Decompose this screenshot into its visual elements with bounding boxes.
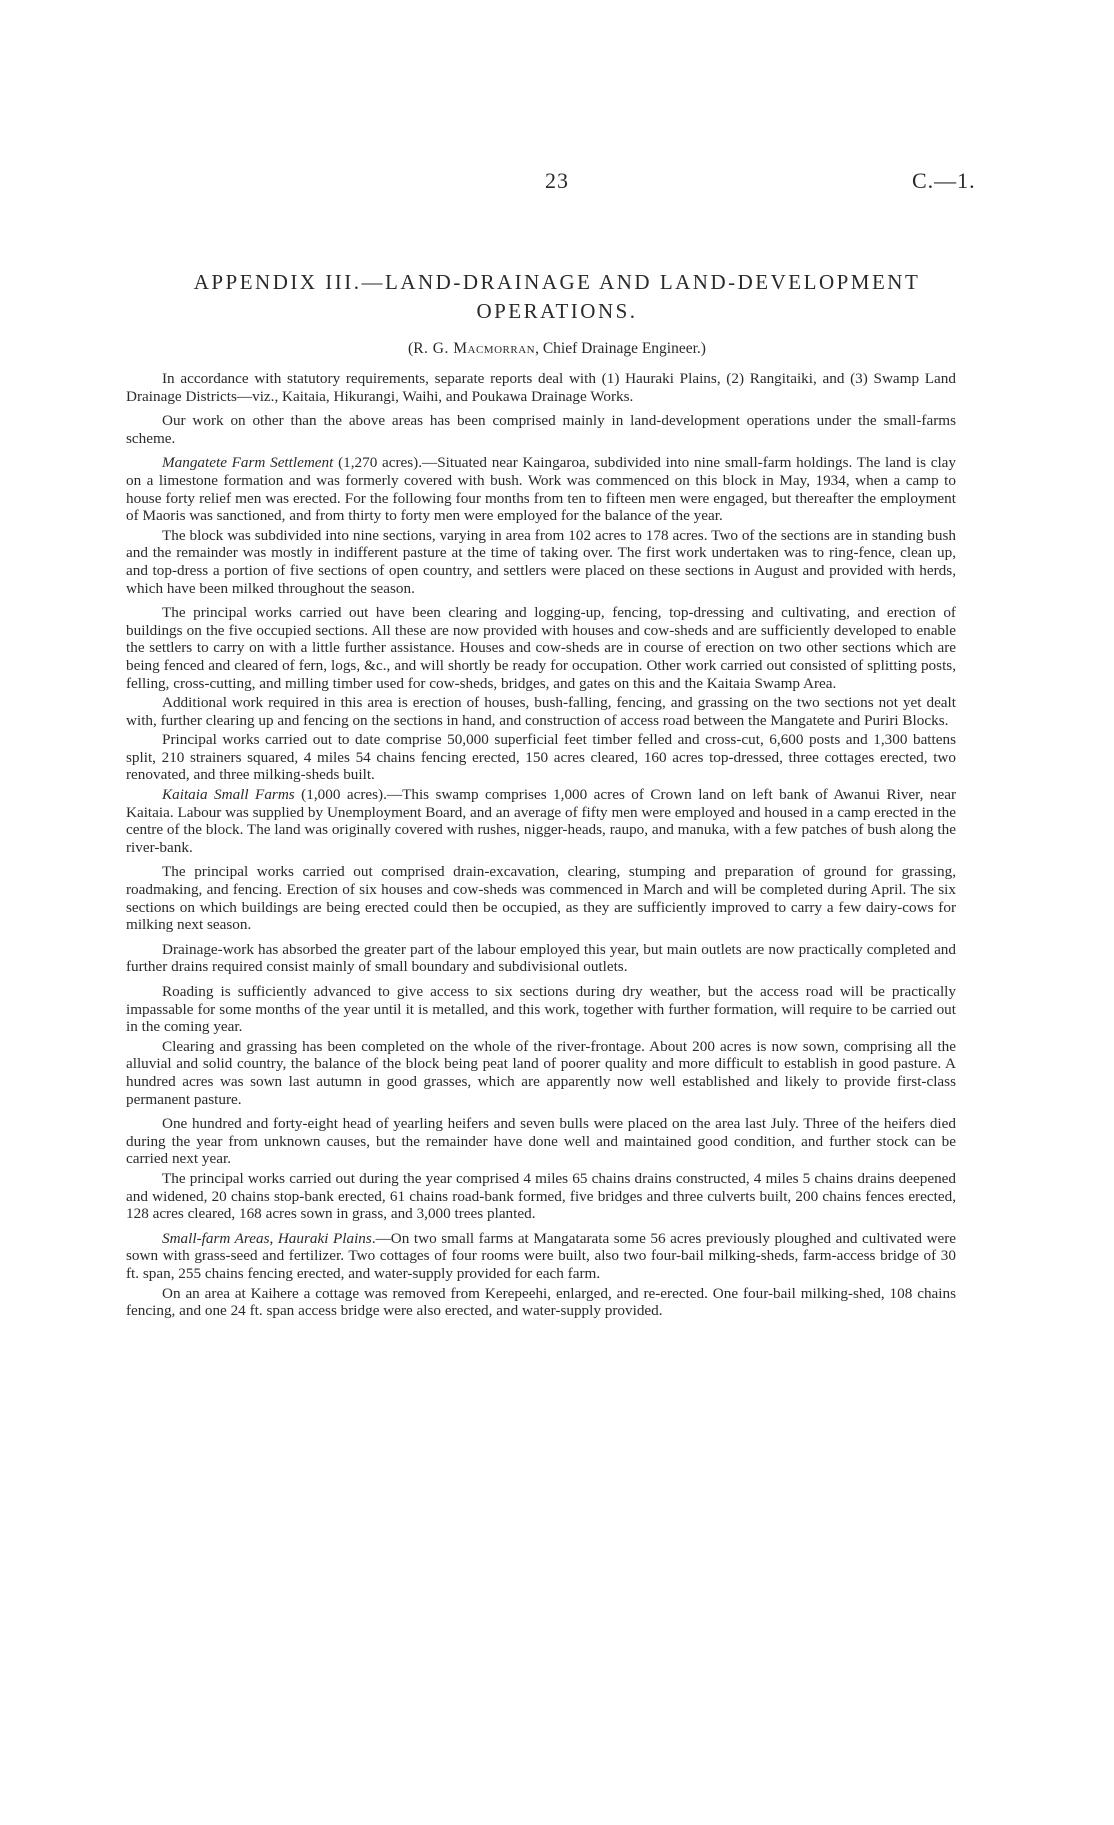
paragraph-text: The principal works carried out during the year comprised 4 miles 65 chains drains constructed, 4 miles 5 chains drains deepened and widened, 20 chains stop-bank erected, 61 chains road-bank formed, five bridges and three culverts built, 200 chains fences erected, 128 acres cleared, 168 acres sown in grass, and 3,000 trees planted. xyxy=(126,1169,956,1223)
paragraph-text: One hundred and forty-eight head of yearling heifers and seven bulls were placed on the area last July. Three of the heifers died during the year from unknown causes, but the remainder have done well and maintained good condition, and further stock can be carried next year. xyxy=(126,1115,956,1168)
report-body xyxy=(126,370,956,1327)
paragraph-text: On an area at Kaihere a cottage was removed from Kerepeehi, enlarged, and re-erected. One four-bail milking-shed, 108 chains fencing, and one 24 ft. span access bridge were also erected, and water-supply provided. xyxy=(126,1284,956,1320)
byline-author: R. G. Macmorran xyxy=(413,340,536,357)
paragraph xyxy=(126,1038,956,1108)
paragraph-text: (1,000 acres).—This swamp comprises 1,000 acres of Crown land on left bank of Awanui River, near Kaitaia. Labour was supplied by Unemployment Board, and an average of fifty men were employed and housed in a camp erected in the centre of the block. The land was originally covered with rushes, nigger-heads, raupo, and manuka, with a few patches of bush along the river-bank. xyxy=(126,786,957,856)
paragraph xyxy=(126,1115,956,1168)
section-heading: Mangatete Farm Settlement xyxy=(162,454,334,472)
paragraph xyxy=(126,731,956,784)
paragraph xyxy=(126,412,956,447)
paragraph xyxy=(126,370,956,405)
paragraph-text: The principal works carried out comprised drain-excavation, clearing, stumping and preparation of ground for grassing, roadmaking, and fencing. Erection of six houses and cow-sheds was commenced in March and will be completed during April. The six sections on which buildings are being erected could then be occupied, as they are sufficiently improved to carry a few dairy-cows for milking next season. xyxy=(126,863,956,934)
paragraph xyxy=(126,1170,956,1223)
paragraph-text: Roading is sufficiently advanced to give access to six sections during dry weather, but the access road will be practically impassable for some months of the year until it is metalled, and this work, together with further formation, will require to be carried out in the coming year. xyxy=(126,983,956,1036)
paragraph xyxy=(126,1285,956,1320)
paragraph xyxy=(126,941,956,976)
paragraph xyxy=(126,983,956,1036)
paragraph xyxy=(126,604,956,692)
section-heading: Small-farm Areas, Hauraki Plains xyxy=(162,1229,372,1247)
paragraph-hauraki xyxy=(126,1230,956,1283)
appendix-title xyxy=(190,268,924,326)
page-number: 23 xyxy=(545,168,569,193)
paragraph-text: Additional work required in this area is erection of houses, bush-falling, fencing, and grassing on the two sections not yet dealt with, further clearing up and fencing on the sections in hand, and construction of access road between the Mangatete and Puriri Blocks. xyxy=(126,694,956,729)
byline-open: ( xyxy=(408,340,414,357)
paragraph xyxy=(126,694,956,729)
byline-role: , Chief Drainage Engineer.) xyxy=(535,340,706,357)
author-byline xyxy=(150,340,964,358)
paragraph xyxy=(126,863,956,933)
paragraph-text: In accordance with statutory requirements, separate reports deal with (1) Hauraki Plains, (2) Rangitaiki, and (3) Swamp Land Drainage Districts—viz., Kaitaia, Hikurangi, Waihi, and Poukawa Drainage Works. xyxy=(126,370,956,405)
paragraph-text: Clearing and grassing has been completed on the whole of the river-frontage. About 200 acres is now sown, comprising all the alluvial and solid country, the balance of the block being peat land of poorer quality and more difficult to establish in good pasture. A hundred acres was sown last autumn in good grasses, which are apparently now well established and likely to provide first-class permanent pasture. xyxy=(126,1037,956,1108)
paragraph-text: .—On two small farms at Mangatarata some 56 acres previously ploughed and cultivated were sown with grass-seed and fertilizer. Two cottages of four rooms were built, also two four-bail milking-sheds, farm-access bridge of 30 ft. span, 255 chains fencing erected, and water-supply provided for each farm. xyxy=(126,1229,956,1282)
paragraph-text: The block was subdivided into nine sections, varying in area from 102 acres to 178 acres. Two of the sections are in standing bush and the remainder was mostly in indifferent pasture at the time of taking over. The first work undertaken was to ring-fence, clean up, and top-dress a portion of five sections of open country, and settlers were placed on these sections in August and provided with herds, which have been milked throughout the season. xyxy=(126,526,956,597)
appendix-title-line-1: APPENDIX III.—LAND-DRAINAGE AND LAND-DEVELOPMENT xyxy=(193,270,921,294)
document-reference: C.—1. xyxy=(912,168,976,193)
section-heading: Kaitaia Small Farms xyxy=(162,786,295,804)
paragraph-text: The principal works carried out have been clearing and logging-up, fencing, top-dressing and cultivating, and erection of buildings on the five occupied sections. All these are now provided with houses and cow-sheds and are sufficiently developed to enable the settlers to carry on with a little further assistance. Houses and cow-sheds are in course of erection on two other sections which are being fenced and cleared of fern, logs, &c., and will shortly be ready for occupation. Other work carried out consisted of splitting posts, felling, cross-cutting, and milling timber used for cow-sheds, bridges, and gates on this and the Kaitaia Swamp Area. xyxy=(126,604,956,692)
paragraph-text: Principal works carried out to date comprise 50,000 superficial feet timber felled and cross-cut, 6,600 posts and 1,300 battens split, 210 strainers squared, 4 miles 54 chains fencing erected, 150 acres cleared, 160 acres top-dressed, three cottages erected, two renovated, and three milking-sheds built. xyxy=(126,731,956,784)
paragraph xyxy=(126,527,956,597)
appendix-title-line-2: OPERATIONS. xyxy=(476,299,638,323)
paragraph-text: (1,270 acres).—Situated near Kaingaroa, subdivided into nine small-farm holdings. The land is clay on a limestone formation and was formerly covered with bush. Work was commenced on this block in May, 1934, when a camp to house forty relief men was erected. For the following four months from ten to fifteen men were engaged, but thereafter the employment of Maoris was sanctioned, and from thirty to forty men were employed for the balance of the year. xyxy=(126,454,956,525)
paragraph-kaitaia xyxy=(126,786,956,856)
paragraph-text: Drainage-work has absorbed the greater part of the labour employed this year, but main outlets are now practically completed and further drains required consist mainly of small boundary and subdivisional outlets. xyxy=(126,940,956,976)
paragraph-mangatete xyxy=(126,454,956,524)
paragraph-text: Our work on other than the above areas has been comprised mainly in land-development operations under the small-farms scheme. xyxy=(126,412,956,447)
